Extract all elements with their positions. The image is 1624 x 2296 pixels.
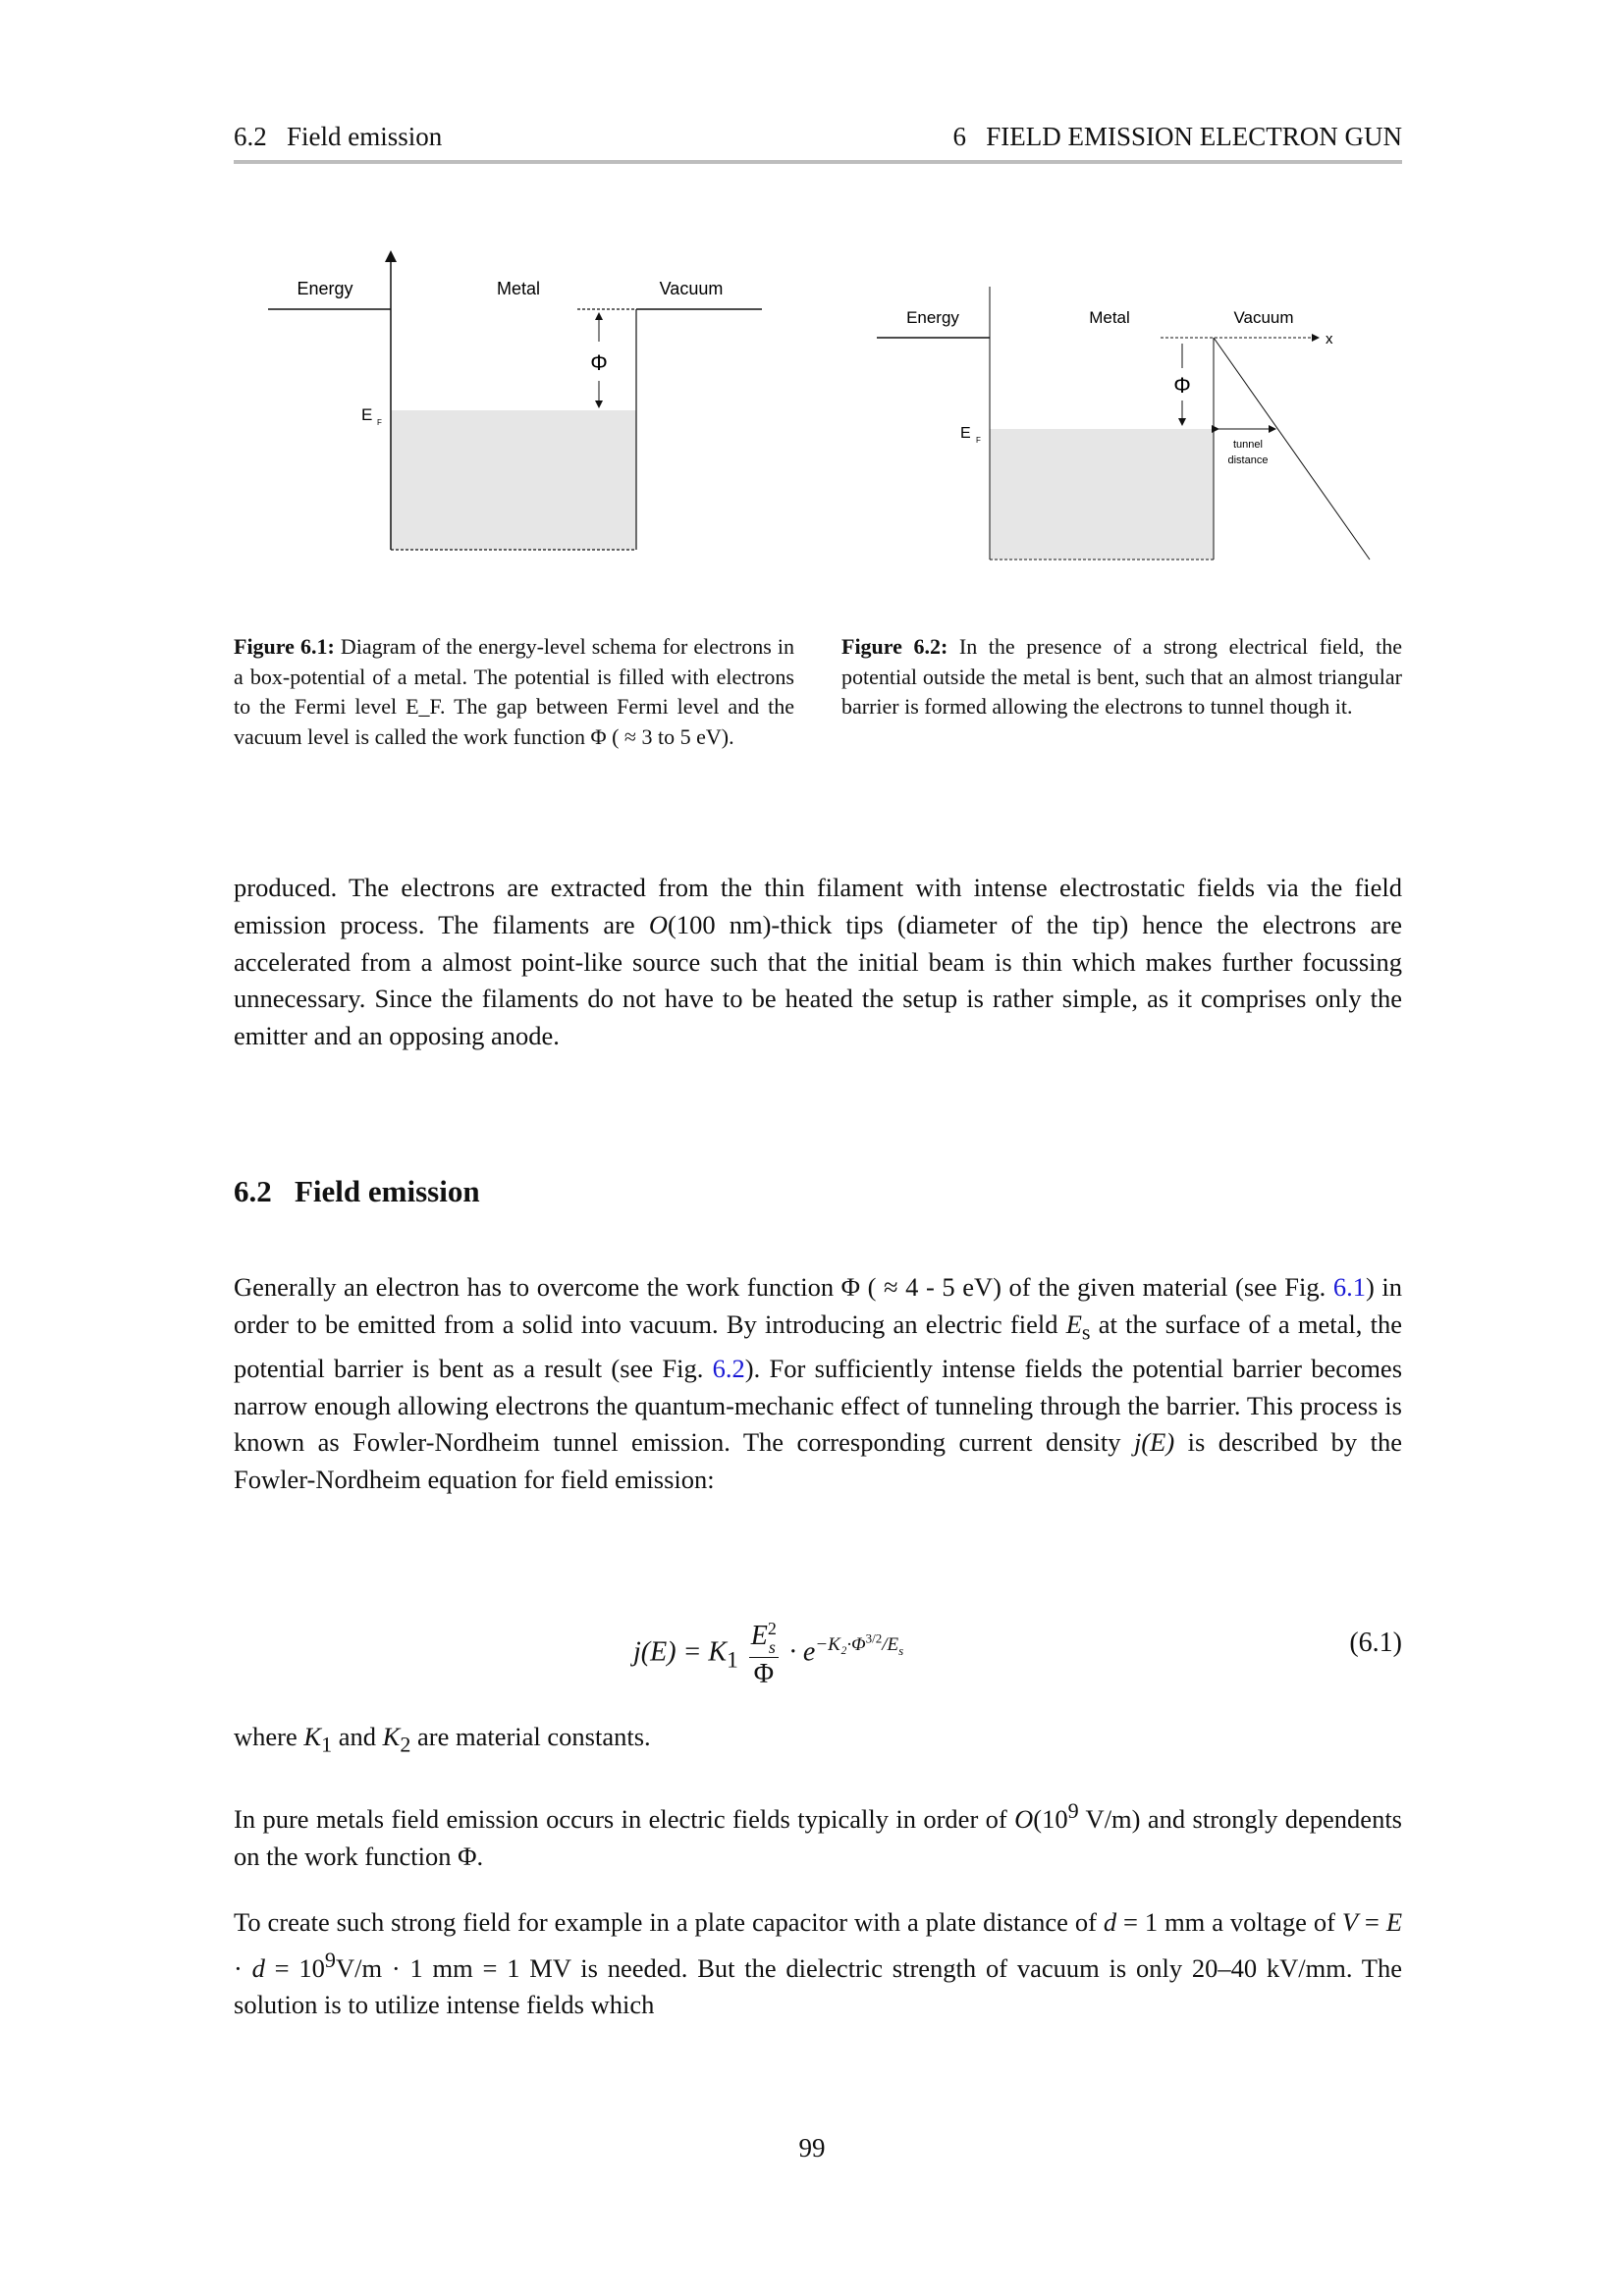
paragraph-plate-capacitor: [234, 1904, 1402, 2024]
phi-label: Φ: [590, 350, 608, 375]
fermi-label-sub: F: [976, 436, 981, 445]
energy-label: Energy: [906, 308, 959, 327]
text-run: (100 nm)-thick tips (diameter of the tip) hence the electrons are accelerated from a almost point-like source such that the initial beam is thin which makes further focussing unnecessary. Since the filaments do not have to be heated the setup is rather simple, as it comprises only the emitter and an opposing anode.: [234, 909, 1402, 1051]
eq-den: Φ: [753, 1658, 775, 1689]
text-run: (10: [1033, 1803, 1068, 1834]
caption-label: Figure 6.2:: [841, 634, 948, 659]
math-symbol: O: [648, 909, 668, 939]
page-number: 99: [798, 2133, 826, 2163]
fermi-sea-fill: [391, 410, 636, 550]
text-run: ) in order to be emitted from a solid into vacuum. By introducing an electric field: [234, 1272, 1402, 1339]
figures-svg: [0, 0, 1624, 609]
fermi-label: E: [960, 425, 971, 442]
text-run: 9: [324, 1947, 336, 1972]
eq-k1-sub: 1: [727, 1647, 738, 1674]
math-symbol: d: [251, 1952, 265, 1983]
section-heading: [234, 1174, 480, 1209]
eq-num: E: [750, 1621, 768, 1651]
running-header-section: 6.2 Field emission: [234, 122, 443, 151]
text-run: produced. The electrons are extracted from the thin filament with intense electrostatic fields via the field emission process. The filaments are: [234, 873, 1402, 939]
math-symbol: O: [1014, 1803, 1034, 1834]
paragraph-pure-metals: [234, 1792, 1402, 1875]
eq-num-sub: s: [768, 1636, 776, 1657]
text-run: To create such strong field for example in a plate capacitor with a plate distance of: [234, 1907, 1104, 1937]
math-symbol: d: [1103, 1907, 1117, 1937]
caption-text: In the presence of a strong electrical field, the potential outside the metal is bent, such that an almost triangular barrier is formed allowing the electrons to tunnel though it.: [841, 634, 1403, 719]
text-run: 2: [400, 1732, 411, 1757]
text-run: ·: [234, 1952, 252, 1983]
x-axis-label: x: [1326, 331, 1333, 347]
paragraph-constants: [234, 1719, 1402, 1763]
math-symbol: E: [1065, 1308, 1082, 1339]
energy-label: Energy: [297, 279, 353, 298]
text-run: and: [332, 1722, 383, 1751]
phi-label: Φ: [1173, 373, 1191, 398]
text-run: V/m · 1 mm = 1 MV is needed. But the dielectric strength of vacuum is only 20–40 kV/mm. The solution is to utilize intense fields which: [234, 1952, 1402, 2020]
math-symbol: E: [1385, 1907, 1402, 1937]
math-symbol: V: [1341, 1907, 1359, 1937]
metal-label: Metal: [1089, 308, 1130, 327]
metal-label: Metal: [496, 279, 541, 298]
section-number: 6.2: [234, 1174, 272, 1208]
eq-exponent: −K₂·Φ: [815, 1634, 866, 1656]
distance-label: distance: [1227, 454, 1269, 466]
figure-6-1-diagram: [268, 253, 762, 550]
text-run: at the surface of a metal, the potential barrier is bent as a result (see Fig.: [234, 1308, 1402, 1383]
fermi-label-sub: F: [377, 418, 382, 427]
text-run: In pure metals field emission occurs in electric fields typically in order of: [234, 1803, 1015, 1834]
figure-6-2-caption: [841, 632, 1402, 722]
paragraph-field-emission: [234, 1269, 1402, 1499]
eq-exp-tail-sub: s: [898, 1643, 904, 1659]
figure-6-1-caption: [234, 632, 794, 752]
eq-exp-frac: 3/2: [865, 1631, 883, 1647]
running-header-chapter: 6 FIELD EMISSION ELECTRON GUN: [952, 122, 1402, 151]
fermi-label: E: [361, 405, 373, 424]
text-run: Generally an electron has to overcome the work function Φ ( ≈ 4 - 5 eV) of the given material (see Fig.: [234, 1272, 1333, 1302]
eq-dot-e: · e: [782, 1636, 816, 1668]
math-symbol: K: [382, 1722, 401, 1751]
caption-label: Figure 6.1:: [234, 634, 335, 659]
fermi-sea-fill: [990, 429, 1214, 560]
text-run: = 10: [264, 1952, 325, 1983]
text-run: is described by the Fowler-Nordheim equation for field emission:: [234, 1427, 1402, 1495]
caption-text: Diagram of the energy-level schema for electrons in a box-potential of a metal. The potential is filled with electrons to the Fermi level E_F. The gap between Fermi level and the vacuum level is called the work function Φ ( ≈ 3 to 5 eV).: [234, 634, 794, 749]
text-run: 1: [321, 1732, 333, 1757]
paragraph-intro: [234, 870, 1402, 1055]
eq-lhs: j(E) = K: [633, 1636, 728, 1668]
section-title: Field emission: [295, 1174, 480, 1208]
figure-reference-link[interactable]: 6.1: [1332, 1272, 1366, 1302]
text-run: are material constants.: [410, 1722, 651, 1751]
equation-number: (6.1): [1349, 1628, 1402, 1658]
text-run: where: [234, 1722, 304, 1751]
text-run: =: [1358, 1907, 1386, 1937]
vacuum-label: Vacuum: [659, 279, 724, 298]
math-symbol: j(E): [1133, 1427, 1175, 1458]
eq-fraction: [749, 1618, 779, 1691]
eq-exp-tail: /E: [882, 1634, 899, 1656]
figure-6-2-diagram: [877, 287, 1370, 560]
text-run: ). For sufficiently intense fields the potential barrier becomes narrow enough allowing electrons the quantum-mechanic effect of tunneling through the barrier. This process is known as Fowler-Nordheim tunnel emission. The corresponding current density: [234, 1353, 1403, 1458]
eq-num-sup: 2: [767, 1618, 777, 1638]
math-symbol: K: [303, 1722, 322, 1751]
text-run: s: [1081, 1319, 1091, 1345]
tunnel-label: tunnel: [1233, 439, 1263, 451]
text-run: = 1 mm a voltage of: [1116, 1907, 1342, 1937]
text-run: V/m) and strongly dependents on the work function Φ.: [234, 1803, 1402, 1871]
vacuum-label: Vacuum: [1233, 308, 1294, 327]
figure-reference-link[interactable]: 6.2: [712, 1353, 745, 1383]
text-run: 9: [1067, 1798, 1079, 1823]
